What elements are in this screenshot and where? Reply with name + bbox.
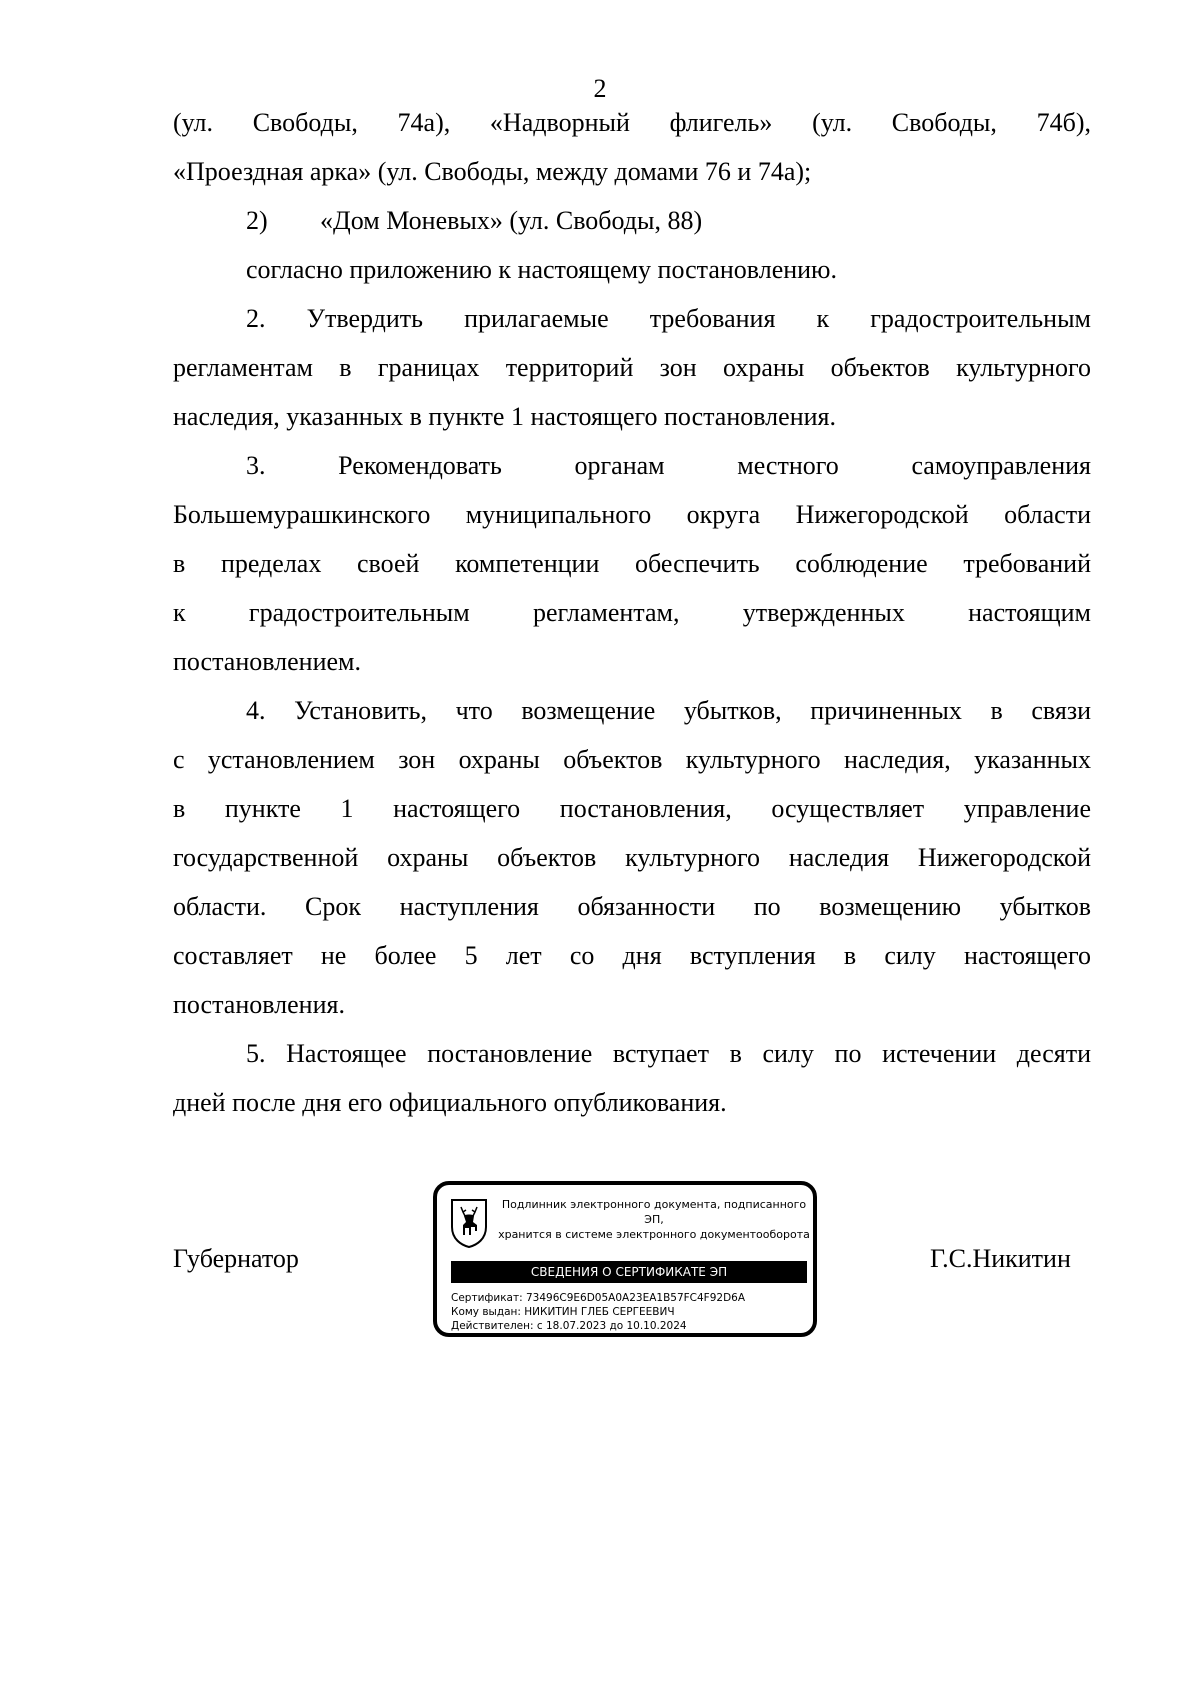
paragraph-line: (ул. Свободы, 74а), «Надворный флигель» (ул. Свободы, 74б), — [173, 108, 1091, 137]
issued-to-value: НИКИТИН ГЛЕБ СЕРГЕЕВИЧ — [524, 1306, 675, 1318]
stamp-header — [495, 1197, 813, 1242]
paragraph-line: с установлением зон охраны объектов культурного наследия, указанных — [173, 745, 1091, 774]
certificate-value: 73496C9E6D05A0A23EA1B57FC4F92D6A — [525, 1292, 746, 1304]
paragraph-line: наследия, указанных в пункте 1 настоящего постановления. — [173, 402, 836, 431]
paragraph-line: «Проездная арка» (ул. Свободы, между домами 76 и 74а); — [173, 157, 812, 186]
paragraph-line: государственной охраны объектов культурного наследия Нижегородской — [173, 843, 1091, 872]
list-item-text: «Дом Моневых» (ул. Свободы, 88) — [320, 206, 703, 235]
paragraph-line: в пределах своей компетенции обеспечить соблюдение требований — [173, 549, 1091, 578]
paragraph-line: 2. Утвердить прилагаемые требования к градостроительным — [246, 304, 1091, 333]
stamp-header-line: Подлинник электронного документа, подписанного ЭП, — [501, 1198, 807, 1226]
paragraph-line: постановления. — [173, 990, 345, 1019]
list-item-number: 2) — [246, 206, 268, 235]
signer-name: Г.С.Никитин — [930, 1244, 1071, 1273]
paragraph-line: составляет не более 5 лет со дня вступления в силу настоящего — [173, 941, 1091, 970]
stamp-header-line: хранится в системе электронного документооборота — [498, 1228, 810, 1241]
paragraph-line: 5. Настоящее постановление вступает в силу по истечении десяти — [246, 1039, 1091, 1068]
electronic-signature-stamp — [433, 1181, 817, 1337]
valid-row — [451, 1319, 687, 1333]
paragraph-line: 3. Рекомендовать органам местного самоуправления — [246, 451, 1091, 480]
valid-value: с 18.07.2023 до 10.10.2024 — [536, 1320, 687, 1332]
stamp-title: СВЕДЕНИЯ О СЕРТИФИКАТЕ ЭП — [451, 1261, 807, 1283]
paragraph-line: в пункте 1 настоящего постановления, осуществляет управление — [173, 794, 1091, 823]
paragraph-line: постановлением. — [173, 647, 362, 676]
nizhny-novgorod-deer-emblem-icon — [449, 1197, 489, 1249]
paragraph-line: регламентам в границах территорий зон охраны объектов культурного — [173, 353, 1091, 382]
page-number: 2 — [593, 74, 607, 103]
valid-label: Действителен: — [451, 1320, 534, 1332]
paragraph-line: к градостроительным регламентам, утвержденных настоящим — [173, 598, 1091, 627]
certificate-row — [451, 1291, 745, 1305]
paragraph-line: области. Срок наступления обязанности по возмещению убытков — [173, 892, 1091, 921]
list-item — [0, 204, 1200, 238]
paragraph-line: согласно приложению к настоящему постановлению. — [246, 255, 837, 284]
paragraph-line: 4. Установить, что возмещение убытков, причиненных в связи — [246, 696, 1091, 725]
signer-position: Губернатор — [173, 1244, 299, 1273]
issued-to-label: Кому выдан: — [451, 1306, 521, 1318]
certificate-label: Сертификат: — [451, 1292, 523, 1304]
paragraph-line: дней после дня его официального опубликования. — [173, 1088, 727, 1117]
issued-to-row — [451, 1305, 675, 1319]
paragraph-line: Большемурашкинского муниципального округа Нижегородской области — [173, 500, 1091, 529]
